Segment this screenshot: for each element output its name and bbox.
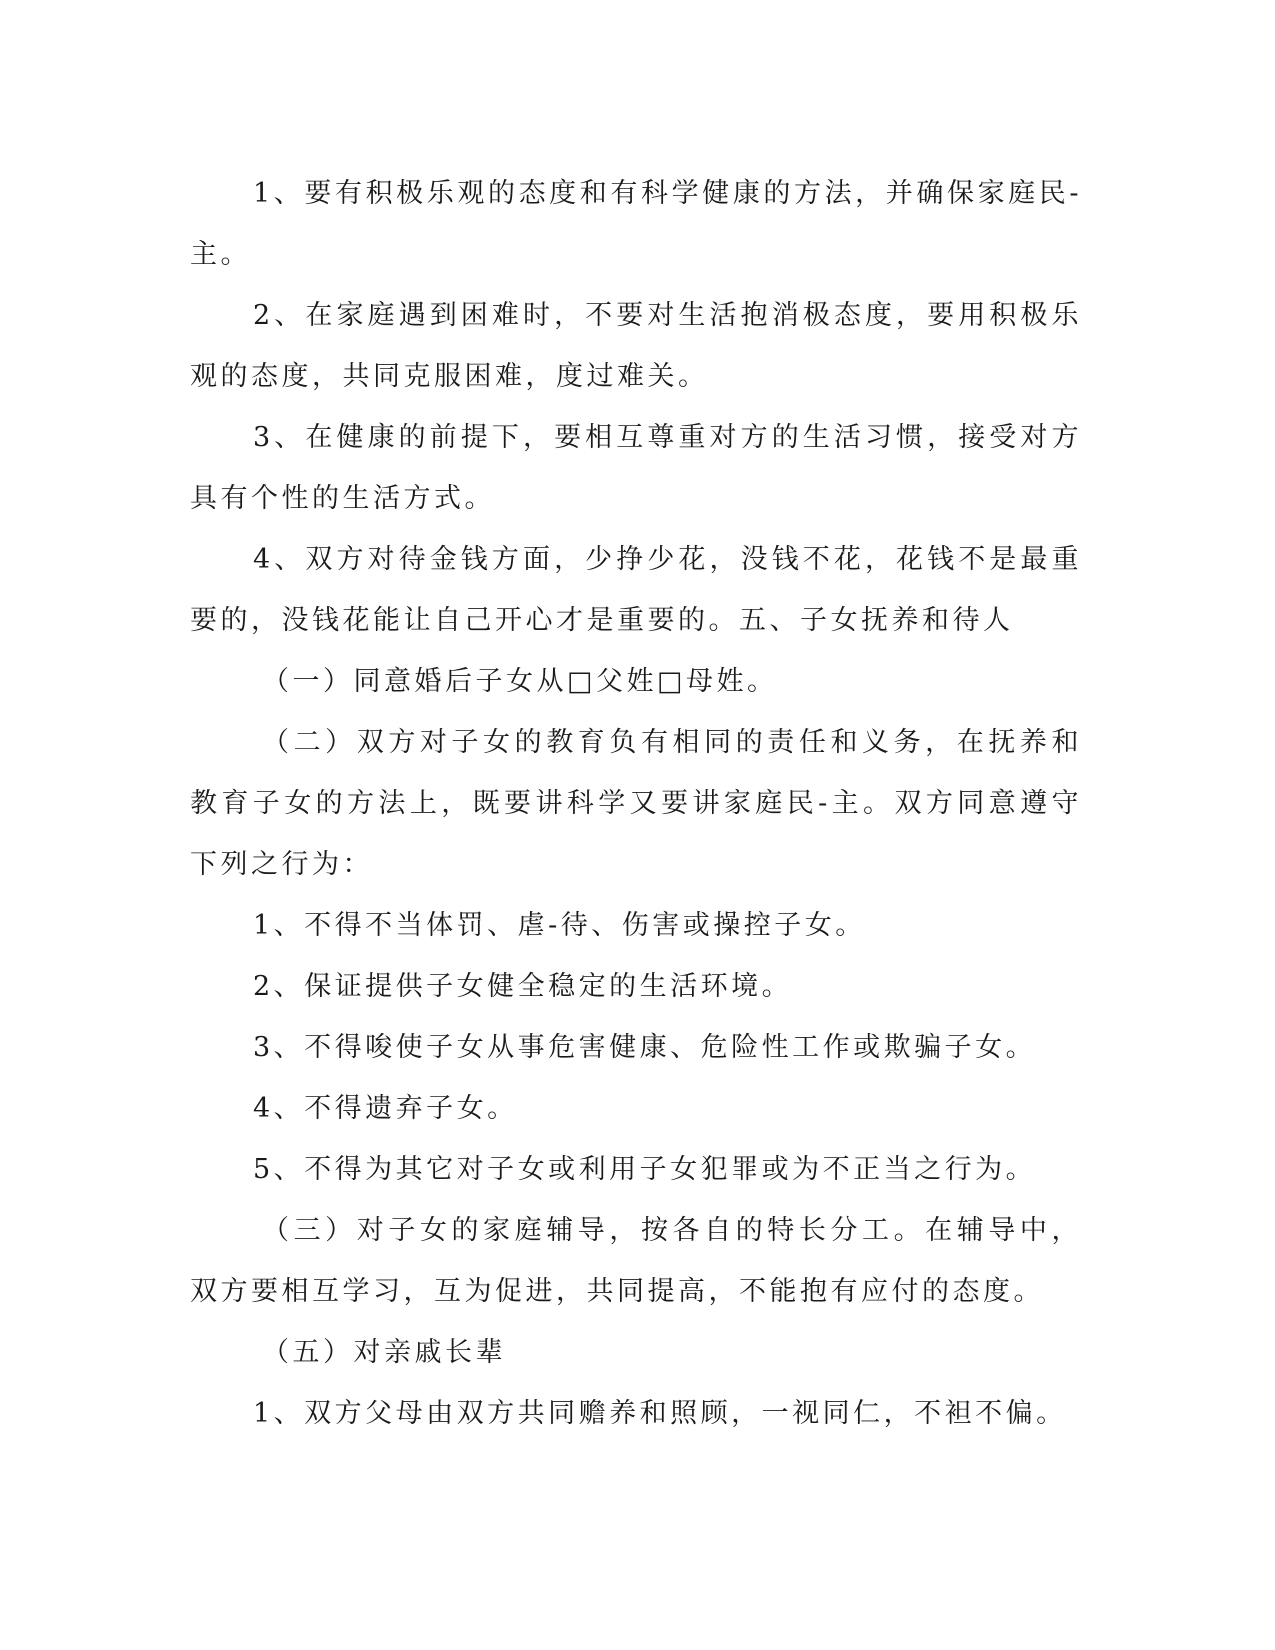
document-body [190,163,1082,1444]
paragraph-family-tutoring: （三）对子女的家庭辅导，按各自的特长分工。在辅导中，双方要相互学习，互为促进，共同提高，不能抱有应付的态度。 [190,1215,1082,1307]
section-heading-relatives-elders: （五）对亲戚长辈 [262,1337,506,1368]
paragraph-money-attitude: 4、双方对待金钱方面，少挣少花，没钱不花，花钱不是最重要的，没钱花能让自己开心才是重要的。五、子女抚养和待人 [190,544,1082,636]
paragraph-overcome-difficulties: 2、在家庭遇到困难时，不要对生活抱消极态度，要用积极乐观的态度，共同克服困难，度过难关。 [190,300,1082,392]
list-item-no-dangerous-work: 3、不得唆使子女从事危害健康、危险性工作或欺骗子女。 [253,1032,1037,1063]
paragraph-attitude-democracy: 1、要有积极乐观的态度和有科学健康的方法，并确保家庭民-主。 [190,178,1082,270]
list-item-support-parents: 1、双方父母由双方共同赡养和照顾，一视同仁，不袒不偏。 [253,1398,1067,1429]
paragraph-respect-habits: 3、在健康的前提下，要相互尊重对方的生活习惯，接受对方具有个性的生活方式。 [190,422,1082,514]
list-item-no-abuse: 1、不得不当体罚、虐-待、伤害或操控子女。 [253,910,866,941]
list-item-no-abandon: 4、不得遗弃子女。 [253,1093,518,1124]
paragraph-child-surname: （一）同意婚后子女从□父姓□母姓。 [262,666,778,697]
list-item-no-crime: 5、不得为其它对子女或利用子女犯罪或为不正当之行为。 [253,1154,1037,1185]
list-item-stable-environment: 2、保证提供子女健全稳定的生活环境。 [253,971,793,1002]
paragraph-child-education: （二）双方对子女的教育负有相同的责任和义务，在抚养和教育子女的方法上，既要讲科学又要讲家庭民-主。双方同意遵守下列之行为： [190,727,1082,880]
